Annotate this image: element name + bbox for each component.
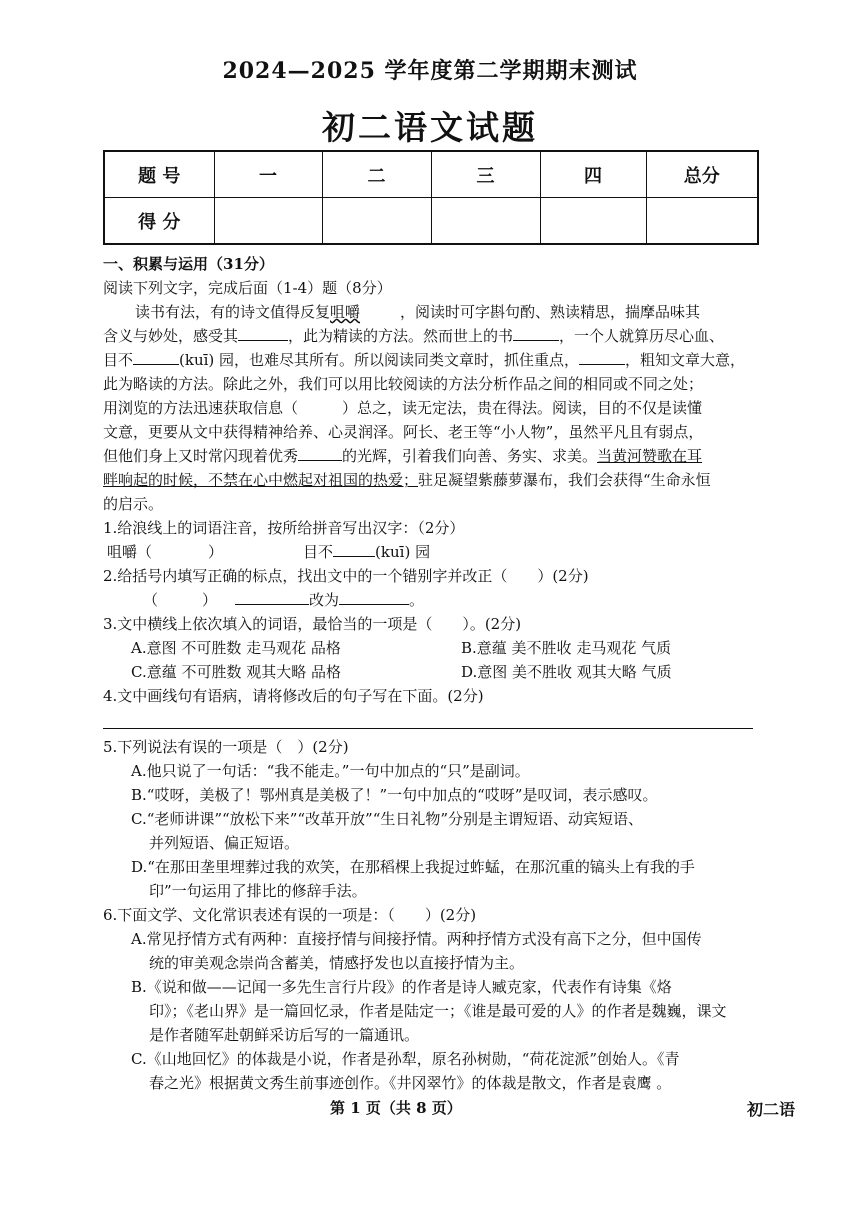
score-cell: 四 — [540, 151, 646, 198]
section-one — [103, 252, 763, 1095]
score-table — [103, 150, 759, 245]
passage-text: ，阅读时可字斟句酌、熟读精思，揣摩品味其 — [400, 303, 701, 321]
score-table-header-row — [104, 151, 758, 198]
passage-text: 的光辉，引着我们向善、务实、求美。 — [342, 447, 598, 465]
score-cell: 二 — [322, 151, 431, 198]
passage-text: 的启示。 — [103, 495, 164, 513]
exam-subject-title: 初二语文试题 — [322, 108, 538, 147]
fill-blank[interactable] — [513, 325, 559, 341]
fill-blank[interactable] — [238, 325, 288, 341]
fill-blank[interactable] — [298, 445, 342, 461]
question-1: 1.给浪线上的词语注音，按所给拼音写出汉字：（2分） — [103, 519, 465, 537]
question-6: 6.下面文学、文化常识表述有误的一项是：（ ）(2分) — [103, 906, 477, 924]
q1-word: 咀嚼（ — [107, 543, 153, 561]
underlined-sentence: 畔响起的时候，不禁在心中燃起对祖国的热爱； — [103, 471, 419, 489]
answer-line[interactable] — [103, 728, 753, 729]
passage-text: 含义与妙处，感受其 — [103, 327, 239, 345]
score-cell: 总分 — [646, 151, 758, 198]
option-continued: 印》；《老山界》是一篇回忆录，作者是陆定一；《谁是最可爱的人》的作者是魏巍，课文 — [149, 1002, 727, 1020]
q1-word: 目不 — [303, 543, 334, 561]
wavy-word: 咀嚼 — [330, 303, 361, 321]
correct-char-blank[interactable] — [339, 589, 409, 605]
passage-text: ）总之，读无定法，贵在得法。阅读，目的不仅是读懂 — [342, 399, 703, 417]
section-title: 一、积累与运用（31分） — [103, 255, 274, 273]
passage-text: 文意，更要从文中获得精神给养、心灵润泽。阿长、老王等“小人物”，虽然平凡且有弱点， — [103, 423, 704, 441]
reading-intro: 阅读下列文字，完成后面（1-4）题（8分） — [103, 279, 392, 297]
hanzi-blank[interactable] — [333, 541, 375, 557]
passage-text: 目不 — [103, 351, 134, 369]
underlined-sentence: 当黄河赞歌在耳 — [597, 447, 703, 465]
fill-blank[interactable] — [133, 349, 179, 365]
question-5: 5.下列说法有误的一项是（ ）(2分) — [103, 738, 349, 756]
passage-text: 读书有法，有的诗文值得反复 — [135, 303, 331, 321]
passage-text: (kuī) 园，也难尽其所有。所以阅读同类文章时，抓住重点， — [179, 351, 580, 369]
passage-text: 驻足凝望紫藤萝瀑布，我们会获得“生命永恒 — [418, 471, 711, 489]
option[interactable]: B.意蕴 美不胜收 走马观花 气质 — [461, 639, 672, 657]
q2-change-label: 改为 — [309, 591, 340, 609]
option[interactable]: A.他只说了一句话：“我不能走。”一句中加点的“只”是副词。 — [131, 762, 530, 780]
q1-word: (kuī) 园 — [375, 543, 431, 561]
passage-text: ，此为精读的方法。然而世上的书 — [288, 327, 514, 345]
q2-close-paren: ） — [202, 591, 218, 609]
option[interactable]: A.常见抒情方式有两种：直接抒情与间接抒情。两种抒情方式没有高下之分，但中国传 — [131, 930, 702, 948]
q2-period: 。 — [409, 591, 425, 609]
score-input-cell[interactable] — [646, 198, 758, 245]
score-cell: 题 号 — [104, 151, 214, 198]
option[interactable]: C.意蕴 不可胜数 观其大略 品格 — [131, 663, 342, 681]
score-cell: 三 — [431, 151, 540, 198]
question-3: 3.文中横线上依次填入的词语，最恰当的一项是（ ）。(2分) — [103, 615, 522, 633]
q2-open-paren: （ — [143, 591, 159, 609]
score-input-cell[interactable] — [431, 198, 540, 245]
question-2: 2.给括号内填写正确的标点，找出文中的一个错别字并改正（ ）(2分) — [103, 567, 589, 585]
score-cell: 得 分 — [104, 198, 214, 245]
wrong-char-blank[interactable] — [235, 589, 309, 605]
option-continued: 印”一句运用了排比的修辞手法。 — [149, 882, 367, 900]
question-4: 4.文中画线句有语病，请将修改后的句子写在下面。(2分) — [103, 687, 484, 705]
passage-text: ，粗知文章大意， — [625, 351, 746, 369]
option[interactable]: C.《山地回忆》的体裁是小说，作者是孙犁，原名孙树勋，“荷花淀派”创始人。《青 — [131, 1050, 680, 1068]
q1-close-paren: ） — [208, 543, 224, 561]
score-table-score-row — [104, 198, 758, 245]
passage-text: ，一个人就算历尽心血、 — [559, 327, 725, 345]
grade-label: 初二语 — [747, 1100, 796, 1119]
passage-text: 用浏览的方法迅速获取信息（ — [103, 399, 299, 417]
option[interactable]: D.意图 美不胜收 观其大略 气质 — [461, 663, 672, 681]
score-input-cell[interactable] — [322, 198, 431, 245]
option[interactable]: B.“哎呀，美极了！鄂州真是美极了！”一句中加点的“哎呀”是叹词，表示感叹。 — [131, 786, 658, 804]
option-continued: 是作者随军赴朝鲜采访后写的一篇通讯。 — [149, 1026, 420, 1044]
score-cell: 一 — [214, 151, 322, 198]
option-continued: 统的审美观念崇尚含蓄美，情感抒发也以直接抒情为主。 — [149, 954, 525, 972]
page-number: 第 1 页（共 8 页） — [330, 1099, 462, 1117]
fill-blank[interactable] — [579, 349, 625, 365]
option-continued: 春之光》根据黄文秀生前事迹创作。《井冈翠竹》的体裁是散文，作者是袁鹰 。 — [149, 1074, 672, 1092]
option[interactable]: D.“在那田垄里埋葬过我的欢笑，在那稻棵上我捉过蚱蜢，在那沉重的镐头上有我的手 — [131, 858, 695, 876]
option[interactable]: B.《说和做——记闻一多先生言行片段》的作者是诗人臧克家，代表作有诗集《烙 — [131, 978, 672, 996]
passage-text: 但他们身上又时常闪现着优秀 — [103, 447, 299, 465]
passage-text: 此为略读的方法。除此之外，我们可以用比较阅读的方法分析作品之间的相同或不同之处； — [103, 375, 704, 393]
option[interactable]: A.意图 不可胜数 走马观花 品格 — [131, 639, 341, 657]
score-input-cell[interactable] — [214, 198, 322, 245]
option-continued: 并列短语、偏正短语。 — [149, 834, 300, 852]
option[interactable]: C.“老师讲课”“放松下来”“改革开放”“生日礼物”分别是主谓短语、动宾短语、 — [131, 810, 644, 828]
score-input-cell[interactable] — [540, 198, 646, 245]
reading-passage — [103, 300, 763, 516]
exam-year-title: 2024—2025 学年度第二学期期末测试 — [222, 58, 638, 84]
